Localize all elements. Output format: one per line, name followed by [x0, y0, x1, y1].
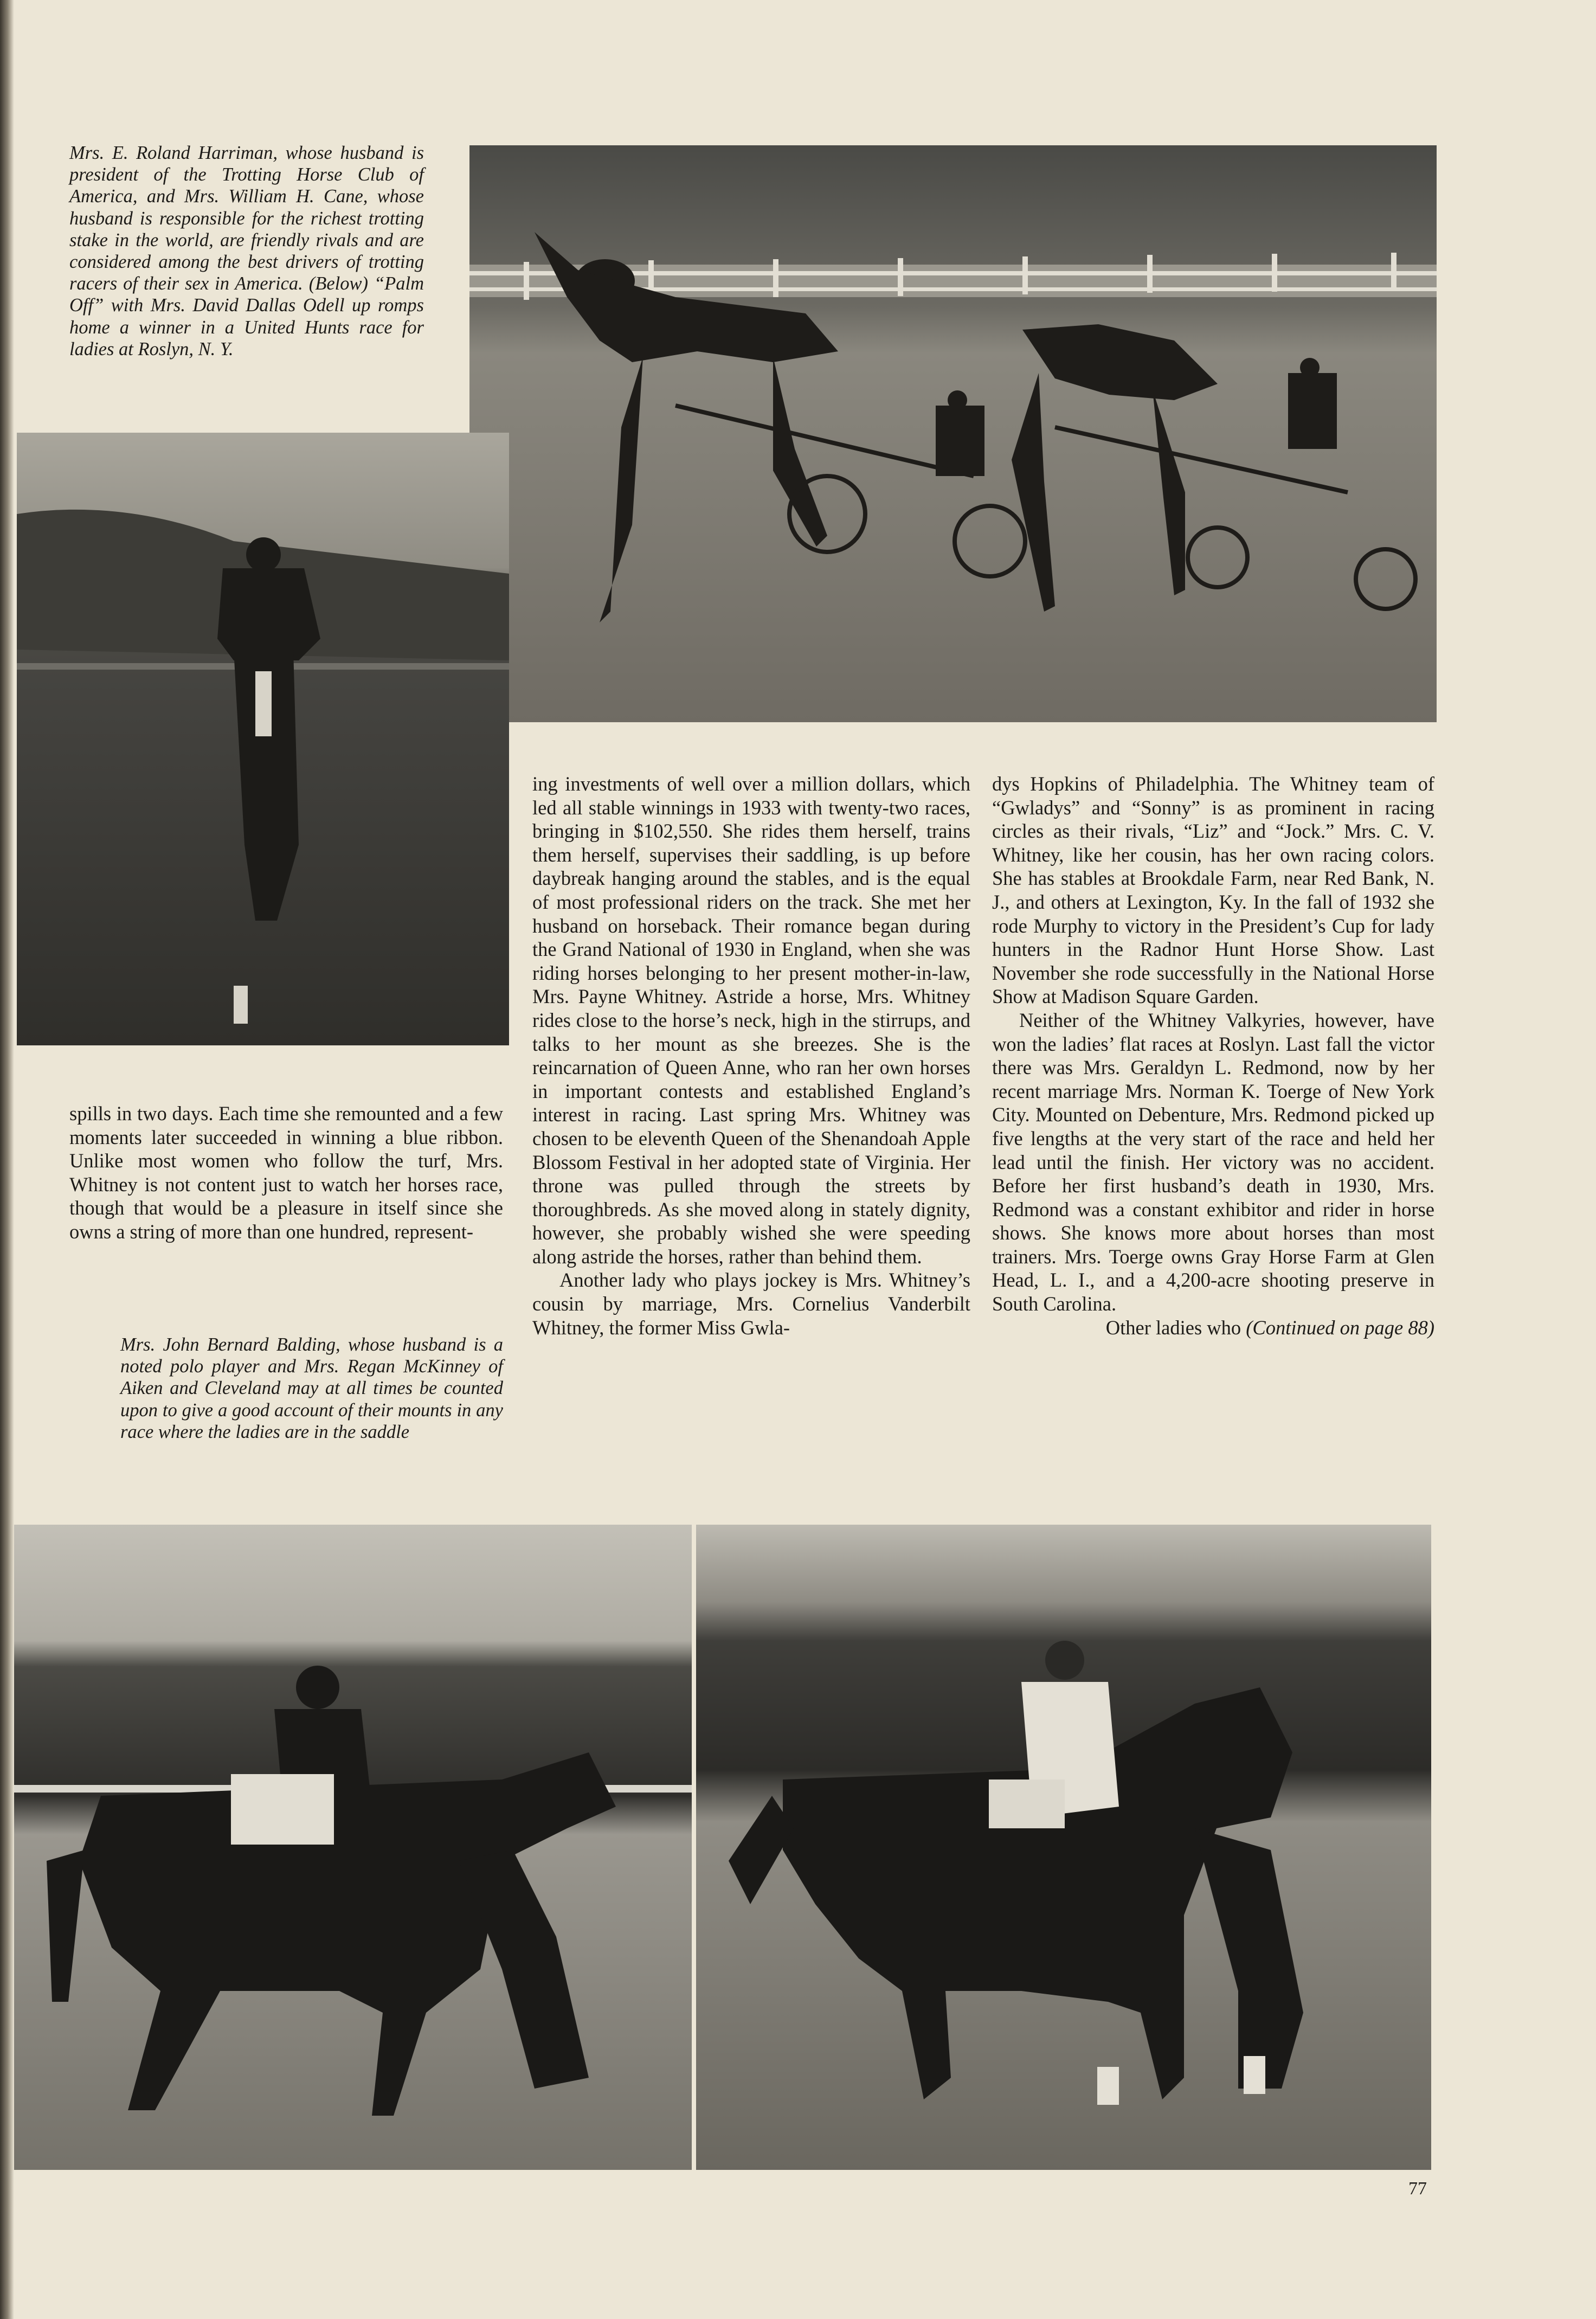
article-continued-line — [992, 1316, 1434, 1340]
article-col3-para2: Neither of the Whitney Valkyries, however, have won the ladies’ flat races at Roslyn. Last fall the victor there was Mrs. Geraldyn L. Redmond, now by her recent marriage Mrs. Norman K. Toerge of New York City. Mounted on Debenture, Mrs. Redmond picked up five lengths at the very start of the race and held her lead until the finish. Her victory was no accident. Before her first husband’s death in 1930, Mrs. Redmond was a constant exhibitor and rider in horse shows. She knows more about horses than most trainers. Mrs. Toerge owns Gray Horse Farm at Glen Head, L. I., and a 4,200-acre shooting preserve in South Carolina. — [992, 1008, 1434, 1315]
caption-middle-text: Mrs. John Bernard Balding, whose husband is a noted polo player and Mrs. Regan McKinney of Aiken and Cleveland may at all times be counted upon to give a good account of their mounts in any race where the ladies are in the saddle — [120, 1334, 503, 1442]
photo-palm-off-race — [17, 433, 509, 1045]
caption-top — [69, 142, 424, 360]
photo-rider-number-9 — [14, 1525, 692, 2170]
article-col2-para1: ing investments of well over a million dollars, which led all stable winnings in 1933 with twenty-two races, bringing in $102,550. She rides them herself, trains them herself, supervises their saddling, is up before daybreak hanging around the stables, and is the equal of most professional riders on the track. She met her husband on horseback. Their romance began during the Grand National of 1930 in England, when she was riding horses belonging to her present mother-in-law, Mrs. Payne Whitney. Astride a horse, Mrs. Whitney rides close to the horse’s neck, high in the stirrups, and talks to her mount as she breezes. She is the reincarnation of Queen Anne, who ran her own horses in important contests and established England’s interest in racing. Last spring Mrs. Whitney was chosen to be eleventh Queen of the Shenandoah Apple Blossom Festival in her adopted state of Virginia. Her throne was pulled through the streets by thoroughbreds. As she moved along in stately dignity, however, she probably wished she were speeding along astride the horses, rather than behind them. — [532, 773, 970, 1268]
photo-rider-number-4 — [696, 1525, 1431, 2170]
article-column-1 — [69, 1102, 503, 1244]
article-column-3 — [992, 772, 1434, 1339]
caption-top-text: Mrs. E. Roland Harriman, whose husband is president of the Trotting Horse Club of America, and Mrs. William H. Cane, whose husband is responsible for the richest trotting stake in the world, are friendly rivals and are considered among the best drivers of trotting racers of their sex in America. (Below) “Palm Off” with Mrs. David Dallas Odell up romps home a winner in a United Hunts race for ladies at Roslyn, N. Y. — [69, 143, 424, 359]
article-column-2 — [532, 772, 970, 1339]
article-col1-text: spills in two days. Each time she remounted and a few moments later succeeded in winning a blue ribbon. Unlike most women who follow the turf, Mrs. Whitney is not content just to watch her horses race, though that would be a pleasure in itself since she owns a string of more than one hundred, represent- — [69, 1102, 503, 1243]
page-number: 77 — [1408, 2179, 1427, 2199]
page-binding-shadow — [0, 0, 14, 2319]
continued-text: Other ladies who — [1105, 1316, 1246, 1339]
photo-trotting-sulkies — [469, 145, 1437, 722]
article-col3-para1: dys Hopkins of Philadelphia. The Whitney team of “Gwladys” and “Sonny” is as prominent in racing circles as their rivals, “Liz” and “Jock.” Mrs. C. V. Whitney, like her cousin, has her own racing colors. She has stables at Brookdale Farm, near Red Bank, N. J., and others at Lexington, Ky. In the fall of 1932 she rode Murphy to victory in the President’s Cup for lady hunters in the Radnor Hunt Horse Show. Last November she rode successfully in the National Horse Show at Madison Square Garden. — [992, 773, 1434, 1008]
caption-middle — [120, 1334, 503, 1443]
continued-page-reference: (Continued on page 88) — [1246, 1316, 1434, 1339]
article-col2-para2: Another lady who plays jockey is Mrs. Whitney’s cousin by marriage, Mrs. Cornelius Vanderbilt Whitney, the former Miss Gwla- — [532, 1269, 970, 1339]
